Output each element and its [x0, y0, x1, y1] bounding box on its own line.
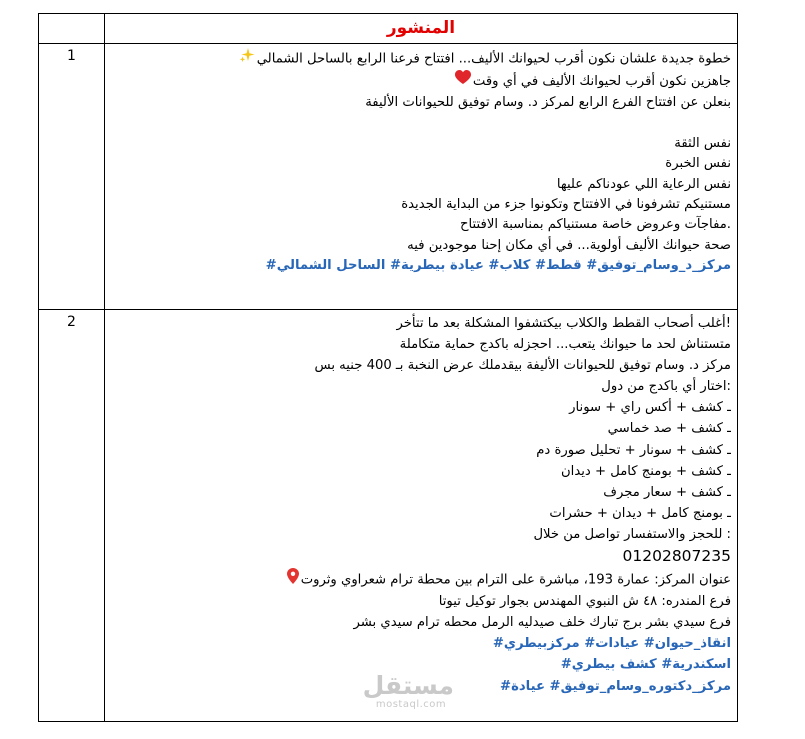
- post-line: : للحجز والاستفسار تواصل من خلال: [533, 526, 731, 542]
- branch-line: فرع المندره: ٤٨ ش النبوي المهندس بجوار توكيل تيوتا: [438, 594, 731, 610]
- post-line: نفس الرعاية اللي عودناكم عليها: [556, 176, 731, 192]
- phone-number: 01202807235: [622, 547, 731, 566]
- post-line: مركز د. وسام توفيق للحيوانات الأليفة بيقدملك عرض النخبة بـ 400 جنيه بس: [314, 358, 731, 374]
- location-pin-icon: [287, 568, 299, 591]
- blank-line: [111, 113, 731, 133]
- table-row: [39, 44, 738, 310]
- hashtags-line: مركز_د_وسام_توفيق# قطط# كلاب# عيادة بيطرية# الساحل الشمالي#: [265, 258, 731, 274]
- row-number: 2: [39, 310, 105, 722]
- post-line: صحة حيوانك الأليف أولوية... في أي مكان إحنا موجودين فيه: [407, 237, 731, 253]
- package-line: ـ كشف + صد خماسي: [607, 421, 731, 437]
- row-number: 1: [39, 44, 105, 310]
- post-line: متستناش لحد ما حيوانك يتعب... احجزله باكدج حماية متكاملة: [399, 337, 731, 353]
- package-line: ـ كشف + سعار مجرف: [603, 484, 731, 500]
- hashtags-line: مركز_دكتوره_وسام_توفيق# عيادة#: [500, 678, 731, 694]
- post-line: .مفاجآت وعروض خاصة مستنياكم بمناسبة الافتتاح: [460, 217, 731, 233]
- hashtags-line: انقاذ_حيوان# عيادات# مركزبيطري#: [492, 636, 731, 652]
- package-line: ـ كشف + أكس راي + سونار: [569, 400, 731, 416]
- package-line: ـ بومنج كامل + ديدان + حشرات: [549, 505, 731, 521]
- branch-line: فرع سيدي بشر برج تبارك خلف صيدليه الرمل محطه ترام سيدي بشر: [353, 615, 731, 631]
- table-row: [39, 310, 738, 722]
- post-line: خطوة جديدة علشان نكون أقرب لحيوانك الأليف... افتتاح فرعنا الرابع بالساحل الشمالي: [111, 47, 731, 70]
- posts-table: [38, 13, 738, 722]
- post-line: نفس الثقة: [674, 135, 731, 151]
- table-header-row: [39, 14, 738, 44]
- post-line: جاهزين نكون أقرب لحيوانك الأليف في أي وقت: [111, 70, 731, 93]
- address-line: عنوان المركز: عمارة 193، مباشرة على الترام بين محطة ترام شعراوي وثروت: [111, 568, 731, 591]
- post-text-cell: [105, 44, 738, 310]
- package-line: ـ كشف + بومنج كامل + ديدان: [560, 463, 731, 479]
- sparkle-icon: [239, 47, 255, 70]
- post-line: مستنيكم تشرفونا في الافتتاح وتكونوا جزء من البداية الجديدة: [401, 197, 731, 213]
- post-line: بنعلن عن افتتاح الفرع الرابع لمركز د. وسام توفيق للحيوانات الأليفة: [365, 95, 731, 111]
- red-heart-icon: [455, 70, 471, 92]
- watermark-latin: mostaql.com: [375, 699, 447, 710]
- post-line: نفس الخبرة: [665, 156, 731, 172]
- post-text-cell: [105, 310, 738, 722]
- package-line: ـ كشف + سونار + تحليل صورة دم: [536, 442, 731, 458]
- watermark-arabic: مستقل: [362, 671, 454, 700]
- header-number-cell: [39, 14, 105, 44]
- hashtags-line: اسكندرية# كشف بيطري#: [560, 657, 731, 673]
- post-line: !أغلب أصحاب القطط والكلاب بيكتشفوا المشكلة بعد ما تتأخر: [396, 316, 731, 331]
- post-line: :اختار أي باكدج من دول: [601, 379, 731, 395]
- header-post-title: المنشور: [105, 14, 738, 44]
